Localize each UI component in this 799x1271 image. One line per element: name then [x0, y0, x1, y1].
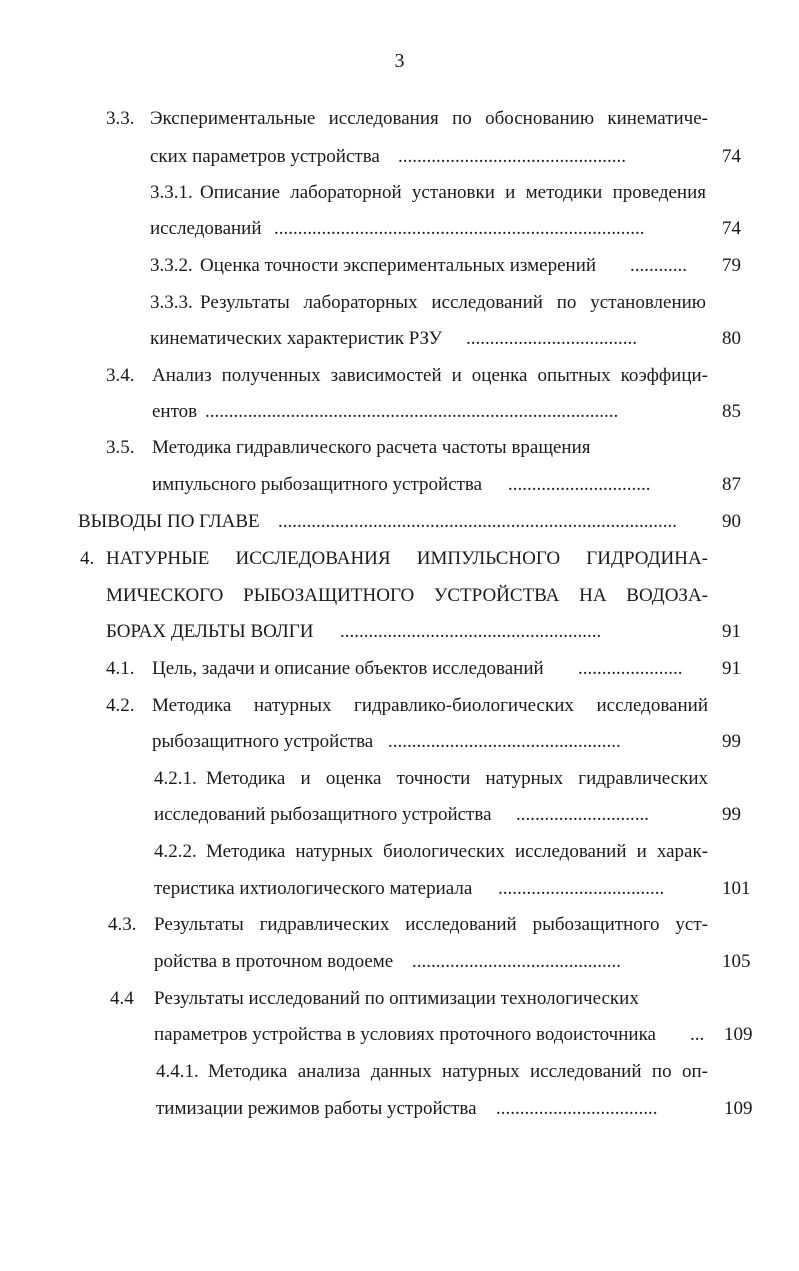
- entry-page: 80: [722, 328, 741, 349]
- entry-page: 85: [722, 401, 741, 422]
- entry-leader-dots: ..................................: [496, 1098, 658, 1119]
- entry-page: 99: [722, 731, 741, 752]
- entry-title-line-2: ройства в проточном водоеме: [154, 951, 394, 972]
- entry-number: 4.: [80, 548, 95, 569]
- entry-leader-dots: .......................................................: [340, 621, 602, 642]
- entry-page: 79: [722, 255, 741, 276]
- entry-title-line-1: НАТУРНЫЕ ИССЛЕДОВАНИЯ ИМПУЛЬСНОГО ГИДРОДИНА-: [106, 548, 708, 569]
- page-number: 3: [394, 50, 405, 72]
- entry-page: 74: [722, 218, 741, 239]
- entry-title-line-1: Методика и оценка точности натурных гидравлических: [206, 768, 708, 789]
- entry-page: 99: [722, 804, 741, 825]
- entry-number: 3.3.1.: [150, 182, 193, 203]
- entry-leader-dots: ....................................: [466, 328, 637, 349]
- entry-title-line-3: БОРАХ ДЕЛЬТЫ ВОЛГИ: [106, 621, 314, 642]
- entry-page: 91: [722, 658, 741, 679]
- entry-number: 4.4.1.: [156, 1061, 199, 1082]
- entry-page: 109: [724, 1098, 753, 1119]
- entry-title-line-1: Анализ полученных зависимостей и оценка опытных коэффици-: [152, 365, 708, 386]
- entry-leader-dots: .................................................: [388, 731, 621, 752]
- entry-title-line-1: Экспериментальные исследования по обоснованию кинематиче-: [150, 108, 708, 129]
- entry-page: 74: [722, 146, 741, 167]
- entry-leader-dots: ...................................: [498, 878, 665, 899]
- entry-page: 91: [722, 621, 741, 642]
- entry-leader-dots: ............................................: [412, 951, 621, 972]
- entry-number: 3.3.: [106, 108, 135, 129]
- entry-page: 101: [722, 878, 751, 899]
- entry-title-line-2: ских параметров устройства: [150, 146, 380, 167]
- entry-number: 4.2.: [106, 695, 135, 716]
- entry-title-line-2: импульсного рыбозащитного устройства: [152, 474, 483, 495]
- entry-page: 109: [724, 1024, 753, 1045]
- entry-title-line-1: Результаты лабораторных исследований по установлению: [200, 292, 706, 313]
- entry-title-line-1: Результаты исследований по оптимизации технологических: [154, 988, 639, 1009]
- entry-title-line-1: Оценка точности экспериментальных измерений: [200, 255, 597, 276]
- entry-leader-dots: ..............................................................................: [274, 218, 645, 239]
- entry-leader-dots: ............: [630, 255, 687, 276]
- entry-number: 3.3.2.: [150, 255, 193, 276]
- entry-title-line-2: тимизации режимов работы устройства: [156, 1098, 477, 1119]
- entry-number: 4.3.: [108, 914, 137, 935]
- entry-title-line-1: ВЫВОДЫ ПО ГЛАВЕ: [78, 511, 260, 532]
- entry-leader-dots: ................................................: [398, 146, 626, 167]
- entry-title-line-2: параметров устройства в условиях проточного водоисточника: [154, 1024, 656, 1045]
- entry-leader-dots: ......................: [578, 658, 683, 679]
- entry-title-line-1: Описание лабораторной установки и методики проведения: [200, 182, 706, 203]
- entry-number: 4.2.2.: [154, 841, 197, 862]
- entry-number: 3.5.: [106, 437, 135, 458]
- entry-leader-dots: .......................................................................................: [205, 401, 619, 422]
- entry-number: 4.2.1.: [154, 768, 197, 789]
- entry-leader-dots: ..............................: [508, 474, 651, 495]
- entry-leader-dots: ...: [690, 1024, 705, 1045]
- entry-page: 87: [722, 474, 741, 495]
- entry-title-line-1: Результаты гидравлических исследований рыбозащитного уст-: [154, 914, 708, 935]
- entry-title-line-1: Цель, задачи и описание объектов исследований: [152, 658, 544, 679]
- entry-title-line-2: МИЧЕСКОГО РЫБОЗАЩИТНОГО УСТРОЙСТВА НА ВОДОЗА-: [106, 585, 708, 606]
- entry-number: 3.4.: [106, 365, 135, 386]
- entry-number: 4.4: [110, 988, 134, 1009]
- entry-page: 105: [722, 951, 751, 972]
- entry-number: 3.3.3.: [150, 292, 193, 313]
- entry-leader-dots: ....................................................................................: [278, 511, 677, 532]
- entry-title-line-1: Методика гидравлического расчета частоты вращения: [152, 437, 591, 458]
- entry-title-line-2: рыбозащитного устройства: [152, 731, 374, 752]
- entry-title-line-2: ентов: [152, 401, 198, 422]
- entry-title-line-1: Методика анализа данных натурных исследований по оп-: [208, 1061, 708, 1082]
- entry-title-line-2: исследований: [150, 218, 262, 239]
- entry-page: 90: [722, 511, 741, 532]
- entry-title-line-2: теристика ихтиологического материала: [154, 878, 473, 899]
- entry-title-line-1: Методика натурных биологических исследований и харак-: [206, 841, 708, 862]
- entry-number: 4.1.: [106, 658, 135, 679]
- entry-title-line-2: исследований рыбозащитного устройства: [154, 804, 492, 825]
- entry-leader-dots: ............................: [516, 804, 649, 825]
- entry-title-line-2: кинематических характеристик РЗУ: [150, 328, 443, 349]
- entry-title-line-1: Методика натурных гидравлико-биологических исследований: [152, 695, 708, 716]
